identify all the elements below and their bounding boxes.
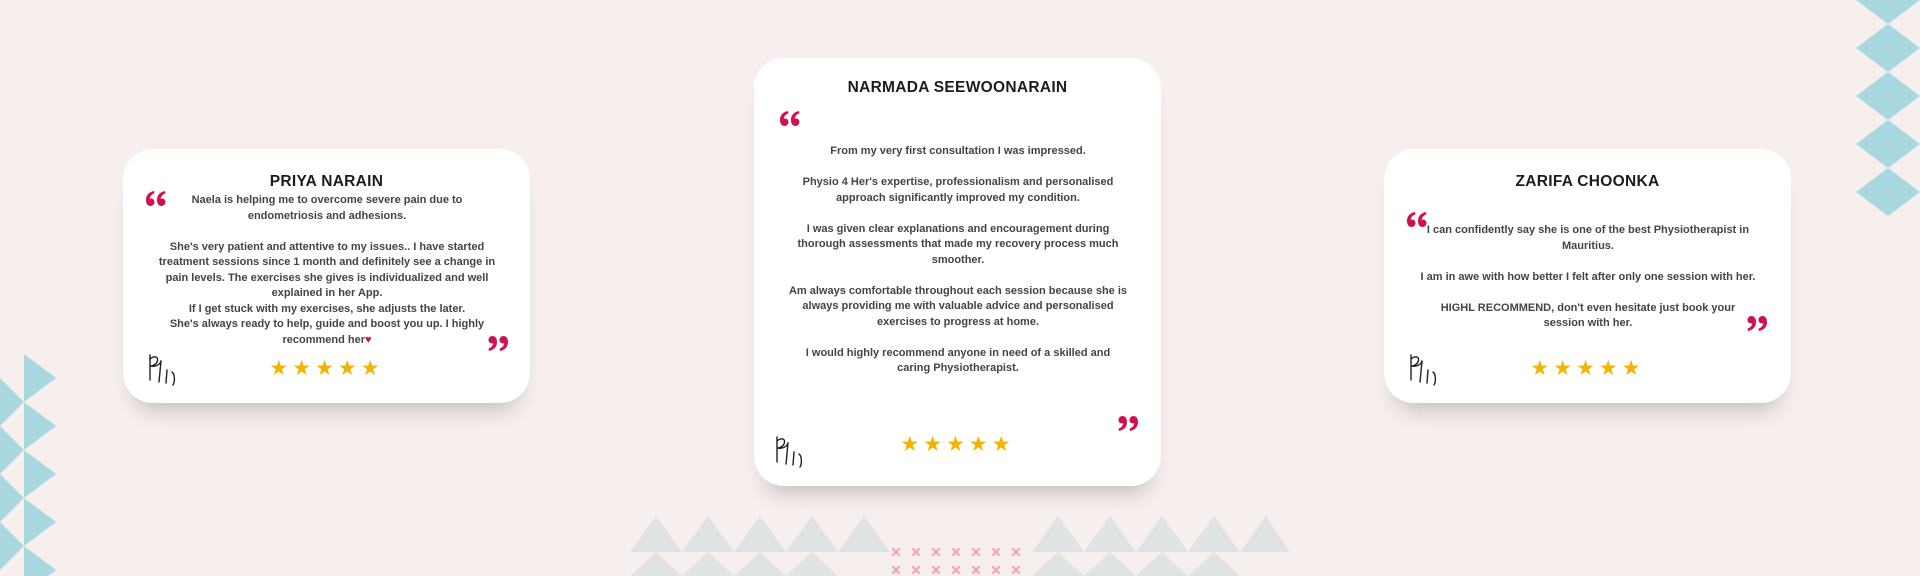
quote-open-icon — [779, 111, 800, 126]
review-text — [788, 144, 1128, 377]
decor-triangles-bottom-left — [0, 354, 60, 576]
reviewer-name: ZARIFA CHOONKA — [1515, 173, 1660, 190]
heart-icon: ♥ — [365, 333, 372, 346]
review-paragraph: I would highly recommend anyone in need of a skilled and caring Physiotherapist. — [805, 346, 1111, 374]
reviewer-name: PRIYA NARAIN — [269, 173, 384, 190]
quote-close-icon — [488, 336, 509, 351]
decor-crosses-pink — [890, 546, 1030, 576]
review-paragraph: She's very patient and attentive to my issues.. I have started treatment sessions since 1 month and definitely see a change in pain levels. The exercises she gives is individualized and well explained in her App. — [158, 240, 496, 299]
star-rating: ★★★★★ — [900, 433, 1015, 456]
review-paragraph: If I get stuck with my exercises, she adjusts the later. — [188, 302, 466, 315]
review-text — [1418, 223, 1758, 332]
star-rating: ★★★★★ — [269, 357, 384, 380]
review-paragraph: Am always comfortable throughout each session because she is always providing me with valuable advice and personalised exercises to progress at home. — [788, 284, 1128, 328]
review-paragraph: I am in awe with how better I felt after only one session with her. — [1420, 270, 1756, 283]
star-rating: ★★★★★ — [1530, 357, 1645, 380]
testimonial-card-narmada-seewoonarain — [754, 58, 1161, 486]
review-text — [157, 193, 497, 348]
review-paragraph: I can confidently say she is one of the best Physiotherapist in Mauritius. — [1426, 224, 1750, 252]
review-paragraph: Naela is helping me to overcome severe pain due to endometriosis and adhesions. — [191, 194, 463, 222]
quote-close-icon — [1118, 416, 1139, 431]
review-paragraph: From my very first consultation I was impressed. — [830, 145, 1086, 157]
reviewer-name: NARMADA SEEWOONARAIN — [847, 79, 1068, 96]
testimonial-card-priya-narain — [123, 149, 530, 403]
quote-close-icon — [1747, 316, 1768, 331]
review-paragraph: Physio 4 Her's expertise, professionalism and personalised approach significantly improved my condition. — [802, 176, 1114, 204]
review-paragraph: She's always ready to help, guide and boost you up. I highly recommend her♥ — [169, 318, 485, 346]
review-paragraph: I was given clear explanations and encouragement during thorough assessments that made my recovery process much smoother. — [797, 222, 1119, 266]
decor-triangles-top-right — [1856, 0, 1920, 222]
review-paragraph: HIGHL RECOMMEND, don't even hesitate just book your session with her. — [1440, 301, 1736, 329]
testimonial-card-zarifa-choonka — [1384, 149, 1791, 403]
